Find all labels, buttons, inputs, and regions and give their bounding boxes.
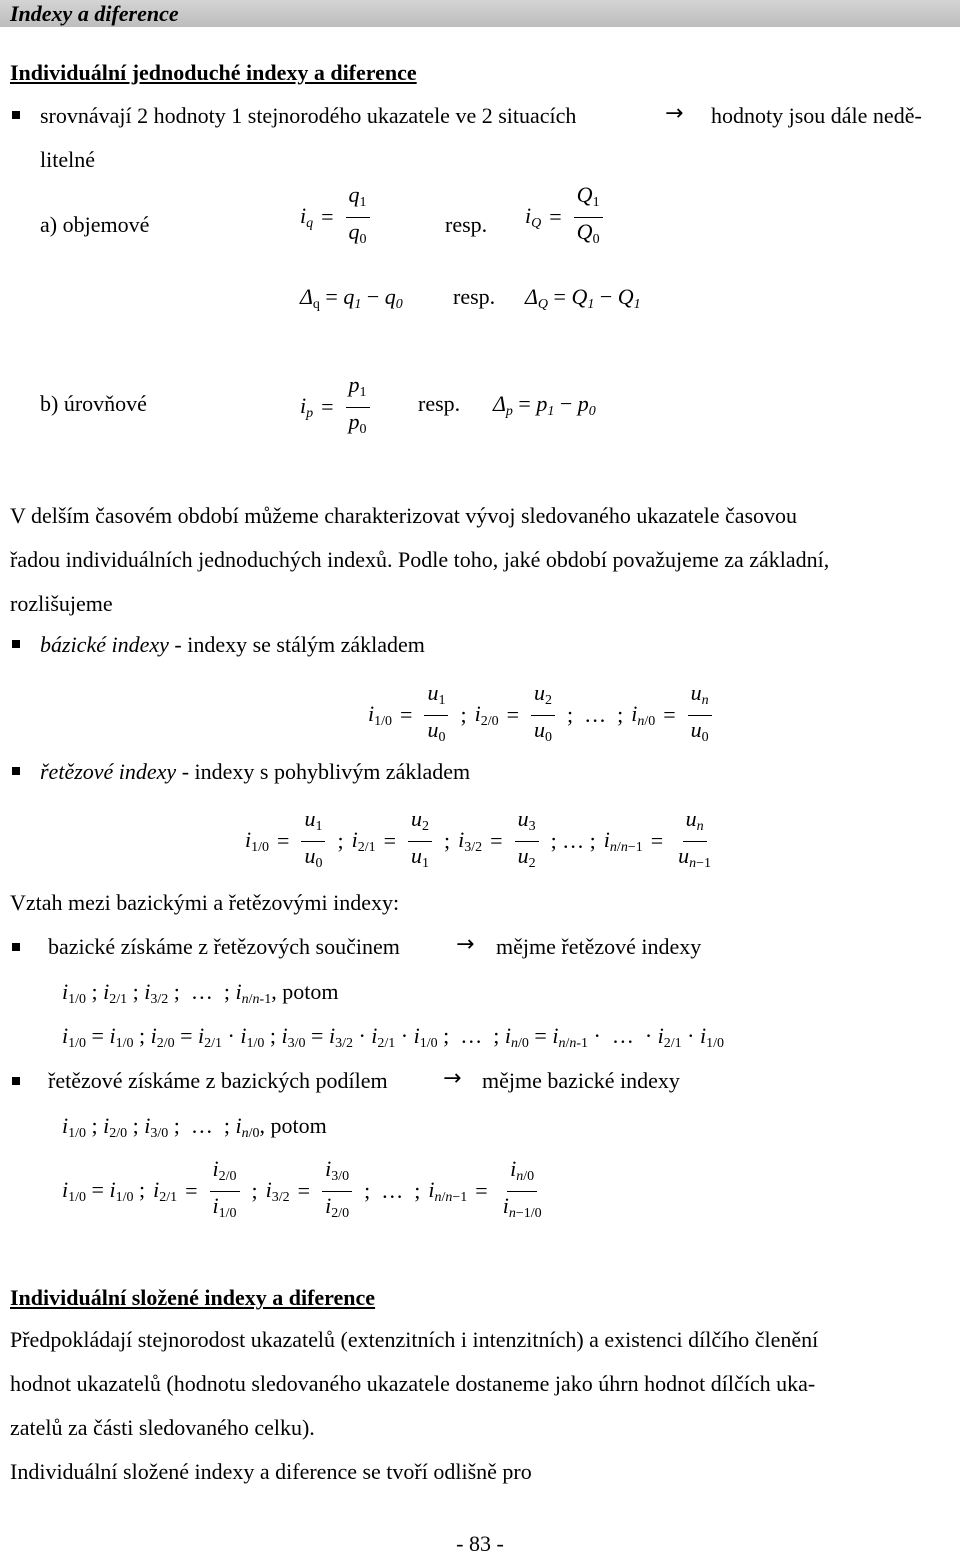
formula-quotient: $i_{1/0} = i_{1/0}$ ; $i_{2/1}$ = $\frac{i_{2/0}}{i_{1/0}}$ ; $i_{3/2}$ = $\frac{i_{3/0}}{i_{2/0}}$ ; … ; $i_{n/n-1}$ = $\frac{i_{n/0}}{i_{n-1/0}}$ bbox=[62, 1156, 542, 1221]
title-bar bbox=[0, 0, 960, 27]
bazicke-desc: - indexy se stálým základem bbox=[168, 632, 425, 657]
formula-delta-Q: $\Delta_Q = Q_1 - Q_1$ bbox=[525, 284, 641, 312]
paragraph-line: řadou individuálních jednoduchých indexů. Podle toho, jaké období považujeme za základní, bbox=[10, 547, 830, 572]
bullet-marker bbox=[12, 1077, 20, 1085]
formula-delta-q: $\Delta_q = q_1 - q_0$ bbox=[300, 284, 403, 312]
label-urovnove: b) úrovňové bbox=[40, 391, 147, 416]
page-title: Indexy a diference bbox=[10, 1, 179, 26]
arrow-icon: → bbox=[665, 101, 684, 126]
paragraph-line: Předpokládají stejnorodost ukazatelů (extenzitních i intenzitních) a existenci dílčího členění bbox=[10, 1327, 819, 1352]
bullet-result: hodnoty jsou dále nedě- bbox=[711, 103, 922, 128]
paragraph-line: V delším časovém období můžeme charakterizovat vývoj sledovaného ukazatele časovou bbox=[10, 503, 798, 528]
bullet-marker bbox=[12, 111, 20, 119]
formula-iq: $i_q$ = $\frac{q_1}{q_0}$ bbox=[300, 182, 374, 253]
formula-ip: $i_p$ = $\frac{p_1}{p_0}$ bbox=[300, 372, 374, 443]
vztah-bullet-1-rest: mějme řetězové indexy bbox=[496, 934, 702, 959]
bullet-marker bbox=[12, 767, 20, 775]
resp-text: resp. bbox=[445, 212, 488, 237]
bazicke-line bbox=[40, 632, 425, 658]
bullet-result-cont: litelné bbox=[40, 147, 95, 172]
retezove-desc: - indexy s pohyblivým základem bbox=[176, 759, 471, 784]
retezove-label: řetězové indexy bbox=[40, 759, 177, 784]
bullet-text bbox=[40, 103, 576, 129]
vztah-intro: Vztah mezi bazickými a řetězovými indexy: bbox=[10, 890, 400, 915]
potom-text: , potom bbox=[271, 979, 339, 1004]
formula-iQ: $i_Q$ = $\frac{Q_1}{Q_0}$ bbox=[525, 182, 607, 253]
paragraph-line: hodnot ukazatelů (hodnotu sledovaného ukazatele dostaneme jako úhrn hodnot dílčích uka- bbox=[10, 1371, 816, 1396]
retezove-line bbox=[40, 759, 470, 785]
bullet-marker bbox=[12, 943, 20, 951]
paragraph-line: Individuální složené indexy a diference se tvoří odlišně pro bbox=[10, 1459, 532, 1484]
section-heading-1: Individuální jednoduché indexy a diference bbox=[10, 60, 417, 85]
paragraph-1 bbox=[10, 494, 954, 626]
resp-text: resp. bbox=[418, 391, 461, 416]
bazicke-list: $i_{1/0}$ ; $i_{2/0}$ ; $i_{3/0}$ ; … ; $i_{n/0}$, potom bbox=[62, 1113, 327, 1141]
retezove-list: $i_{1/0}$ ; $i_{2/1}$ ; $i_{3/2}$ ; … ; $i_{n/n-1}$, potom bbox=[62, 979, 339, 1007]
bazicke-label: bázické indexy bbox=[40, 632, 169, 657]
formula-bazicke: $i_{1/0}$ = $\frac{u_1}{u_0}$ ; $i_{2/0}$ = $\frac{u_2}{u_0}$ ; … ; $i_{n/0}$ = $\frac{u_n}{u_0}$ bbox=[368, 680, 716, 751]
label-objemove: a) objemové bbox=[40, 212, 150, 237]
vztah-bullet-2: řetězové získáme z bazických podílem bbox=[48, 1068, 388, 1093]
potom-text: , potom bbox=[259, 1113, 327, 1138]
bullet-marker bbox=[12, 640, 20, 648]
vztah-bullet-1: bazické získáme z řetězových součinem bbox=[48, 934, 400, 959]
section-heading-2: Individuální složené indexy a diference bbox=[10, 1285, 376, 1310]
arrow-icon: → bbox=[456, 932, 475, 957]
arrow-icon: → bbox=[443, 1066, 462, 1091]
page-number: - 83 - bbox=[456, 1531, 504, 1556]
formula-delta-p: $\Delta_p = p_1 - p_0$ bbox=[493, 391, 596, 419]
paragraph-line: rozlišujeme bbox=[10, 591, 113, 616]
resp-text: resp. bbox=[453, 284, 496, 309]
formula-product: $i_{1/0} = i_{1/0}$ ; $i_{2/0} = i_{2/1} \cdot i_{1/0}$ ; $i_{3/0} = i_{3/2} \cdot i_{2/1} \cdot i_{1/0}$ ; … ; $i_{n/0} = i_{n/n-1}$ · … · $i_{2/1} \cdot i_{1/0}$ bbox=[62, 1023, 725, 1051]
formula-retezove: $i_{1/0}$ = $\frac{u_1}{u_0}$ ; $i_{2/1}$ = $\frac{u_2}{u_1}$ ; $i_{3/2}$ = $\frac{u_3}{u_2}$ ; … ; $i_{n/n-1}$ = $\frac{u_n}{u_{n-1}}$ bbox=[245, 806, 712, 871]
paragraph-2 bbox=[10, 1318, 954, 1494]
bullet-text-main: srovnávají 2 hodnoty 1 stejnorodého ukazatele ve 2 situacích bbox=[40, 103, 577, 128]
vztah-bullet-2-rest: mějme bazické indexy bbox=[482, 1068, 680, 1093]
paragraph-line: zatelů za části sledovaného celku). bbox=[10, 1415, 315, 1440]
